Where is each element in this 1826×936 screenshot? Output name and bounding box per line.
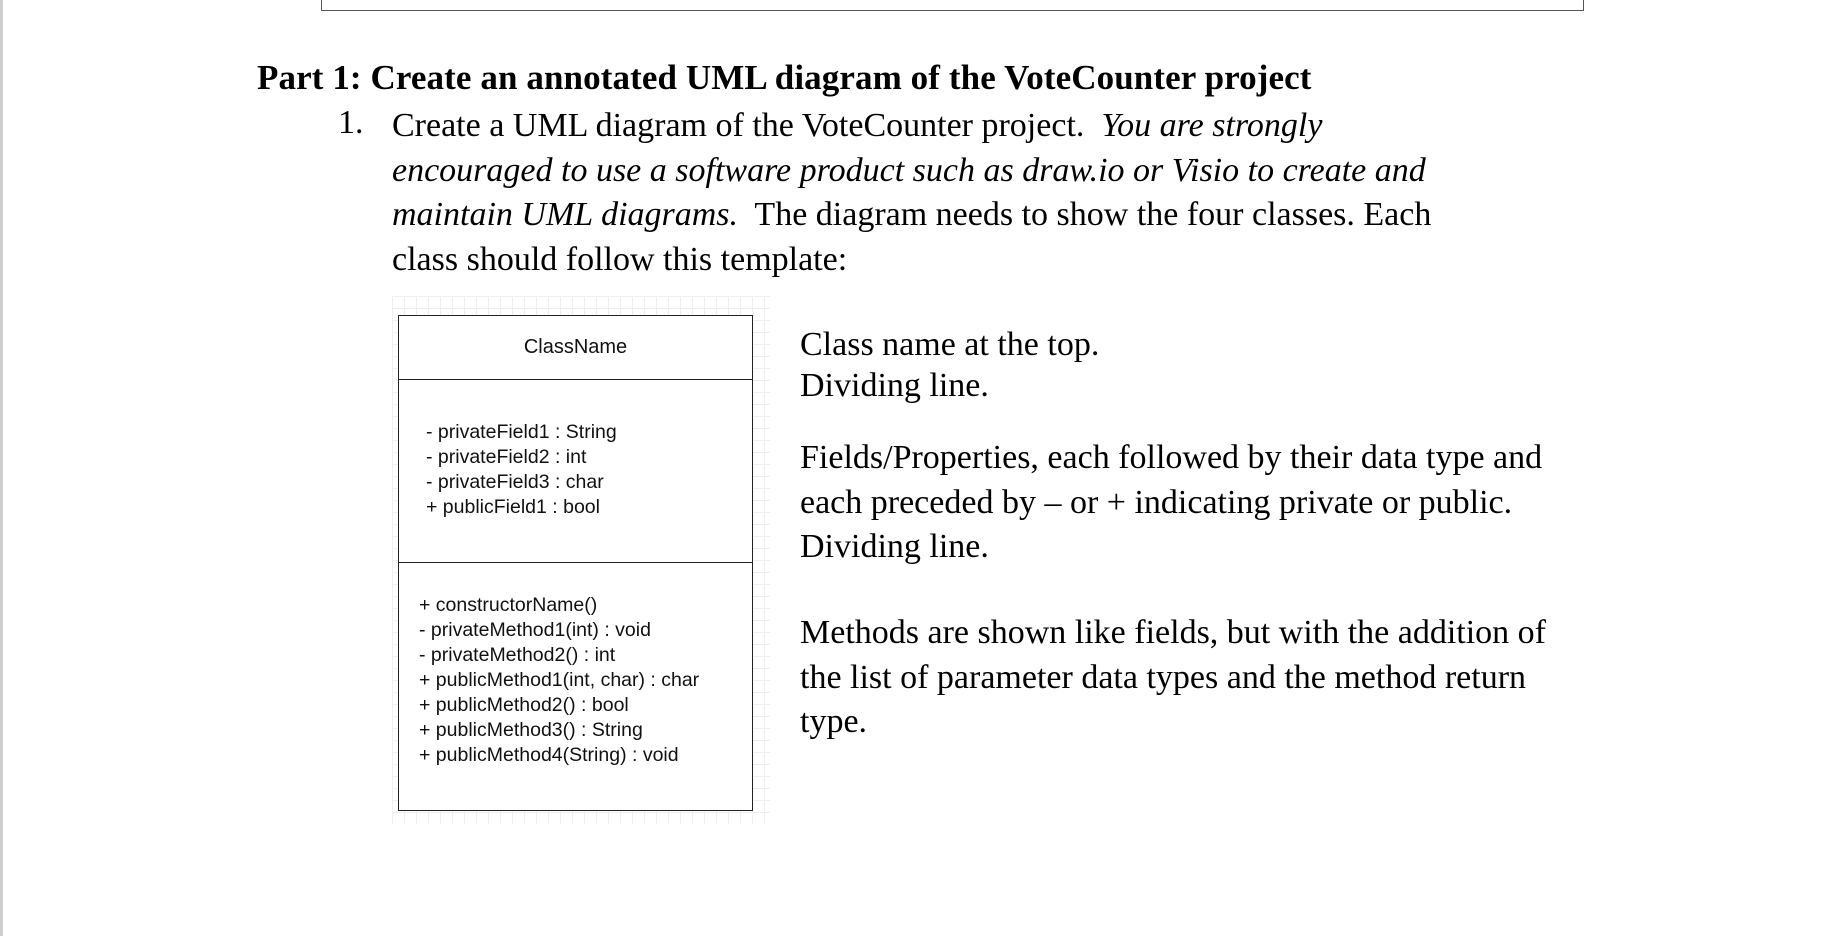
list-item-number: 1. — [338, 104, 364, 141]
uml-field: - privateField1 : String — [426, 421, 617, 443]
annotation-line: type. — [800, 703, 868, 740]
uml-fields-section — [399, 380, 752, 563]
item-line-4-plain: class should follow this template: — [392, 240, 848, 278]
page-edge — [0, 0, 3, 936]
list-item-text — [392, 104, 1592, 282]
item-line-2-italic: encouraged to use a software product such as draw.io or Visio to create and — [392, 151, 1426, 189]
part-heading: Part 1: Create an annotated UML diagram of the VoteCounter project — [257, 58, 1312, 97]
uml-field: - privateField3 : char — [426, 471, 604, 493]
annotation-line: Dividing line. — [800, 528, 989, 565]
annotation-fields — [800, 436, 1810, 570]
uml-method: - privateMethod2() : int — [419, 644, 616, 666]
annotation-line: Dividing line. — [800, 367, 989, 404]
previous-section-box — [321, 0, 1584, 11]
annotation-line: each preceded by – or + indicating private or public. — [800, 483, 1513, 521]
annotation-line: the list of parameter data types and the method return — [800, 658, 1527, 696]
item-line-3 — [392, 193, 1592, 238]
item-line-3-plain: The diagram needs to show the four classes. Each — [754, 196, 1432, 233]
uml-class-template — [398, 315, 753, 811]
annotation-line: Methods are shown like fields, but with the addition of — [800, 614, 1546, 651]
item-line-1 — [392, 104, 1592, 149]
annotation-class-name — [800, 324, 1810, 406]
uml-field: + publicField1 : bool — [426, 496, 600, 518]
uml-method: + publicMethod1(int, char) : char — [419, 669, 700, 691]
uml-methods-section — [399, 563, 752, 768]
annotation-line: Class name at the top. — [800, 326, 1100, 363]
item-line-1-italic: You are strongly — [1101, 107, 1323, 144]
item-line-2 — [392, 149, 1592, 194]
uml-method: + constructorName() — [419, 594, 598, 616]
uml-field: - privateField2 : int — [426, 446, 587, 468]
uml-method: + publicMethod2() : bool — [419, 694, 629, 716]
item-line-3-italic: maintain UML diagrams. — [392, 196, 739, 233]
uml-method: - privateMethod1(int) : void — [419, 619, 651, 641]
annotation-line: Fields/Properties, each followed by their data type and — [800, 439, 1543, 476]
annotation-methods — [800, 611, 1810, 745]
uml-method: + publicMethod3() : String — [419, 719, 643, 741]
item-line-1-plain: Create a UML diagram of the VoteCounter project. — [392, 107, 1085, 144]
uml-method: + publicMethod4(String) : void — [419, 744, 679, 766]
item-line-4 — [392, 238, 1592, 283]
uml-class-name: ClassName — [399, 316, 752, 380]
